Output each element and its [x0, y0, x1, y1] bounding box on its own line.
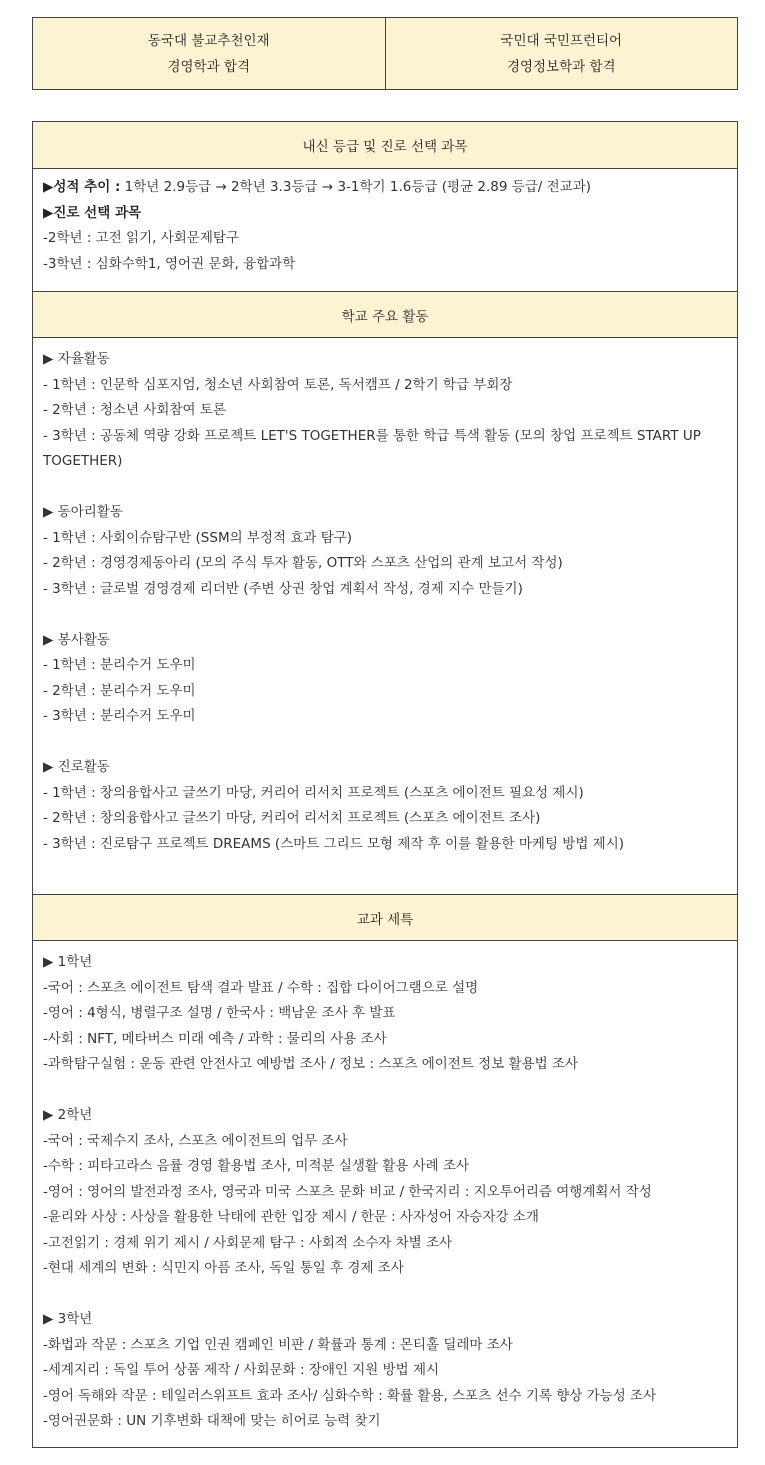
activity-line: - 2학년 : 창의융합사고 글쓰기 마당, 커리어 리서치 프로젝트 (스포츠 에이전트 조사): [43, 810, 541, 826]
activity-line: - 3학년 : 공동체 역량 강화 프로젝트 LET'S TOGETHER를 통한 학급 특색 활동 (모의 창업 프로젝트 START UP TOGETHER): [43, 427, 701, 469]
activity-line: - 1학년 : 인문학 심포지엄, 청소년 사회참여 토론, 독서캠프 / 2학기 학급 부회장: [43, 376, 513, 393]
activity-line: - 2학년 : 분리수거 도우미: [43, 682, 196, 699]
subject-line: -고전읽기 : 경제 위기 제시 / 사회문제 탐구 : 사회적 소수자 차별 조사: [43, 1234, 453, 1251]
admission-results-table: [32, 17, 738, 90]
activity-line: - 3학년 : 글로벌 경영경제 리더반 (주변 상권 창업 계획서 작성, 경제 지수 만들기): [43, 580, 523, 597]
subject-line: -윤리와 사상 : 사상을 활용한 낙태에 관한 입장 제시 / 한문 : 사자성어 자승자강 소개: [43, 1209, 539, 1225]
activity-line: - 2학년 : 경영경제동아리 (모의 주식 투자 활동, OTT와 스포츠 산업의 관계 보고서 작성): [43, 555, 563, 571]
subject-line: -국어 : 국제수지 조사, 스포츠 에이전트의 업무 조사: [43, 1132, 348, 1149]
subject-line: -화법과 작문 : 스포츠 기업 인권 캠페인 비판 / 확률과 통계 : 몬티홀 딜레마 조사: [43, 1336, 513, 1353]
admission-cell-dongguk: [33, 18, 385, 89]
subject-line: -현대 세계의 변화 : 식민지 아픔 조사, 독일 통일 후 경제 조사: [43, 1260, 404, 1276]
subject-line: -국어 : 스포츠 에이전트 탐색 결과 발표 / 수학 : 집합 다이어그램으로 설명: [43, 979, 479, 996]
subject-line: -영어 독해와 작문 : 테일러스위프트 효과 조사/ 심화수학 : 확률 활용, 스포츠 선수 기록 향상 가능성 조사: [43, 1387, 657, 1404]
activity-line: - 3학년 : 진로탐구 프로젝트 DREAMS (스마트 그리드 모형 제작 후 이를 활용한 마케팅 방법 제시): [43, 835, 625, 852]
subject-line: -사회 : NFT, 메타버스 미래 예측 / 과학 : 물리의 사용 조사: [43, 1030, 387, 1047]
activity-group-title: ▶ 자율활동: [43, 351, 110, 367]
subject-line: -영어 : 영어의 발전과정 조사, 영국과 미국 스포츠 문화 비교 / 한국지리 : 지오투어리즘 여행계획서 작성: [43, 1183, 652, 1200]
activity-line: - 1학년 : 분리수거 도우미: [43, 657, 196, 673]
activity-line: - 1학년 : 사회이슈탐구반 (SSM의 부정적 효과 탐구): [43, 529, 353, 546]
admission-cell-kookmin: [385, 18, 738, 89]
activity-line: - 2학년 : 청소년 사회참여 토론: [43, 402, 226, 418]
subjects-section-header: 교과 세특: [33, 895, 737, 941]
admission-department: 경영학과 합격: [167, 58, 251, 75]
grade-trend-label: ▶성적 추이 :: [43, 179, 121, 195]
admission-department: 경영정보학과 합격: [506, 58, 616, 75]
grade-trend-value: 1학년 2.9등급 → 2학년 3.3등급 → 3-1학기 1.6등급 (평균 2.89 등급/ 전교과): [120, 179, 592, 195]
activity-group-title: ▶ 동아리활동: [43, 504, 123, 520]
grades-section-body: [33, 169, 737, 292]
elective-label: ▶진로 선택 과목: [43, 204, 142, 221]
subject-line: -과학탐구실험 : 운동 관련 안전사고 예방법 조사 / 정보 : 스포츠 에이전트 정보 활용법 조사: [43, 1056, 579, 1072]
elective-line: -3학년 : 심화수학1, 영어권 문화, 융합과학: [43, 255, 296, 272]
subject-line: -세계지리 : 독일 투어 상품 제작 / 사회문화 : 장애인 지원 방법 제시: [43, 1362, 440, 1378]
activity-group-title: ▶ 진로활동: [43, 759, 110, 775]
subject-group-title: ▶ 3학년: [43, 1311, 93, 1327]
admission-track: 국민대 국민프런티어: [500, 32, 623, 49]
subject-line: -수학 : 피타고라스 음률 경영 활용법 조사, 미적분 실생활 활용 사례 조사: [43, 1158, 470, 1174]
activity-line: - 3학년 : 분리수거 도우미: [43, 708, 196, 724]
activities-section-body: [33, 338, 737, 895]
activities-section-header: 학교 주요 활동: [33, 292, 737, 338]
grade-trend-line: [43, 175, 727, 201]
activity-line: - 1학년 : 창의융합사고 글쓰기 마당, 커리어 리서치 프로젝트 (스포츠 에이전트 필요성 제시): [43, 784, 584, 801]
subject-line: -영어권문화 : UN 기후변화 대책에 맞는 히어로 능력 찾기: [43, 1413, 381, 1429]
subject-line: -영어 : 4형식, 병렬구조 설명 / 한국사 : 백남운 조사 후 발표: [43, 1005, 396, 1021]
elective-line: -2학년 : 고전 읽기, 사회문제탐구: [43, 230, 239, 246]
student-record-table: [32, 121, 738, 1448]
subjects-section-body: [33, 941, 737, 1447]
subject-group-title: ▶ 1학년: [43, 954, 93, 970]
admission-track: 동국대 불교추천인재: [147, 32, 270, 49]
grades-section-header: 내신 등급 및 진로 선택 과목: [33, 122, 737, 169]
subject-group-title: ▶ 2학년: [43, 1107, 93, 1123]
activity-group-title: ▶ 봉사활동: [43, 631, 110, 648]
